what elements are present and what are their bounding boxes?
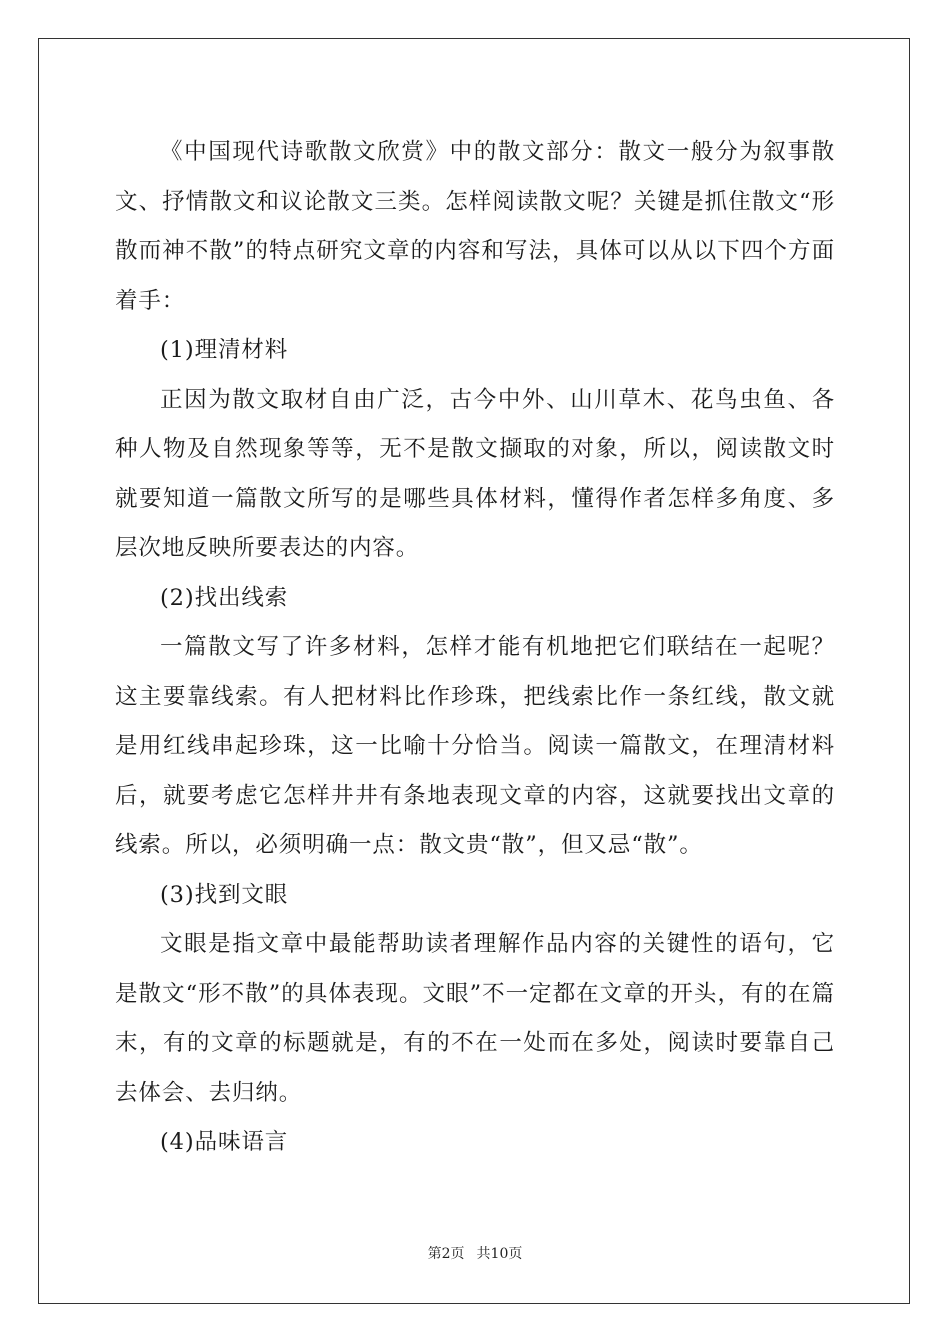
page-number: 第2页 — [427, 1246, 465, 1262]
intro-paragraph: 《中国现代诗歌散文欣赏》中的散文部分：散文一般分为叙事散文、抒情散文和议论散文三类。怎样阅读散文呢？关键是抓住散文“形散而神不散”的特点研究文章的内容和写法，具体可以从以下四个方面着手： — [115, 139, 835, 314]
section-heading-language: (4)品味语言 — [160, 1129, 289, 1155]
section-heading-materials: (1)理清材料 — [160, 337, 289, 363]
page-footer — [0, 1243, 950, 1263]
clues-paragraph: 一篇散文写了许多材料，怎样才能有机地把它们联结在一起呢？这主要靠线索。有人把材料比作珍珠，把线索比作一条红线，散文就是用红线串起珍珠，这一比喻十分恰当。阅读一篇散文，在理清材料后，就要考虑它怎样井井有条地表现文章的内容，这就要找出文章的线索。所以，必须明确一点：散文贵“散”，但又忌“散”。 — [115, 634, 835, 858]
document-body — [115, 128, 835, 1168]
section-heading-clues: (2)找出线索 — [160, 584, 289, 611]
page-total: 共10页 — [476, 1246, 523, 1262]
materials-paragraph: 正因为散文取材自由广泛，古今中外、山川草木、花鸟虫鱼、各种人物及自然现象等等，无不是散文撷取的对象，所以，阅读散文时就要知道一篇散文所写的是哪些具体材料，懂得作者怎样多角度、多层次地反映所要表达的内容。 — [115, 386, 835, 561]
text-eye-paragraph: 文眼是指文章中最能帮助读者理解作品内容的关键性的语句，它是散文“形不散”的具体表现。文眼”不一定都在文章的开头，有的在篇末，有的文章的标题就是，有的不在一处而在多处，阅读时要靠自己去体会、去归纳。 — [115, 931, 835, 1106]
section-heading-text-eye: (3)找到文眼 — [160, 881, 289, 908]
